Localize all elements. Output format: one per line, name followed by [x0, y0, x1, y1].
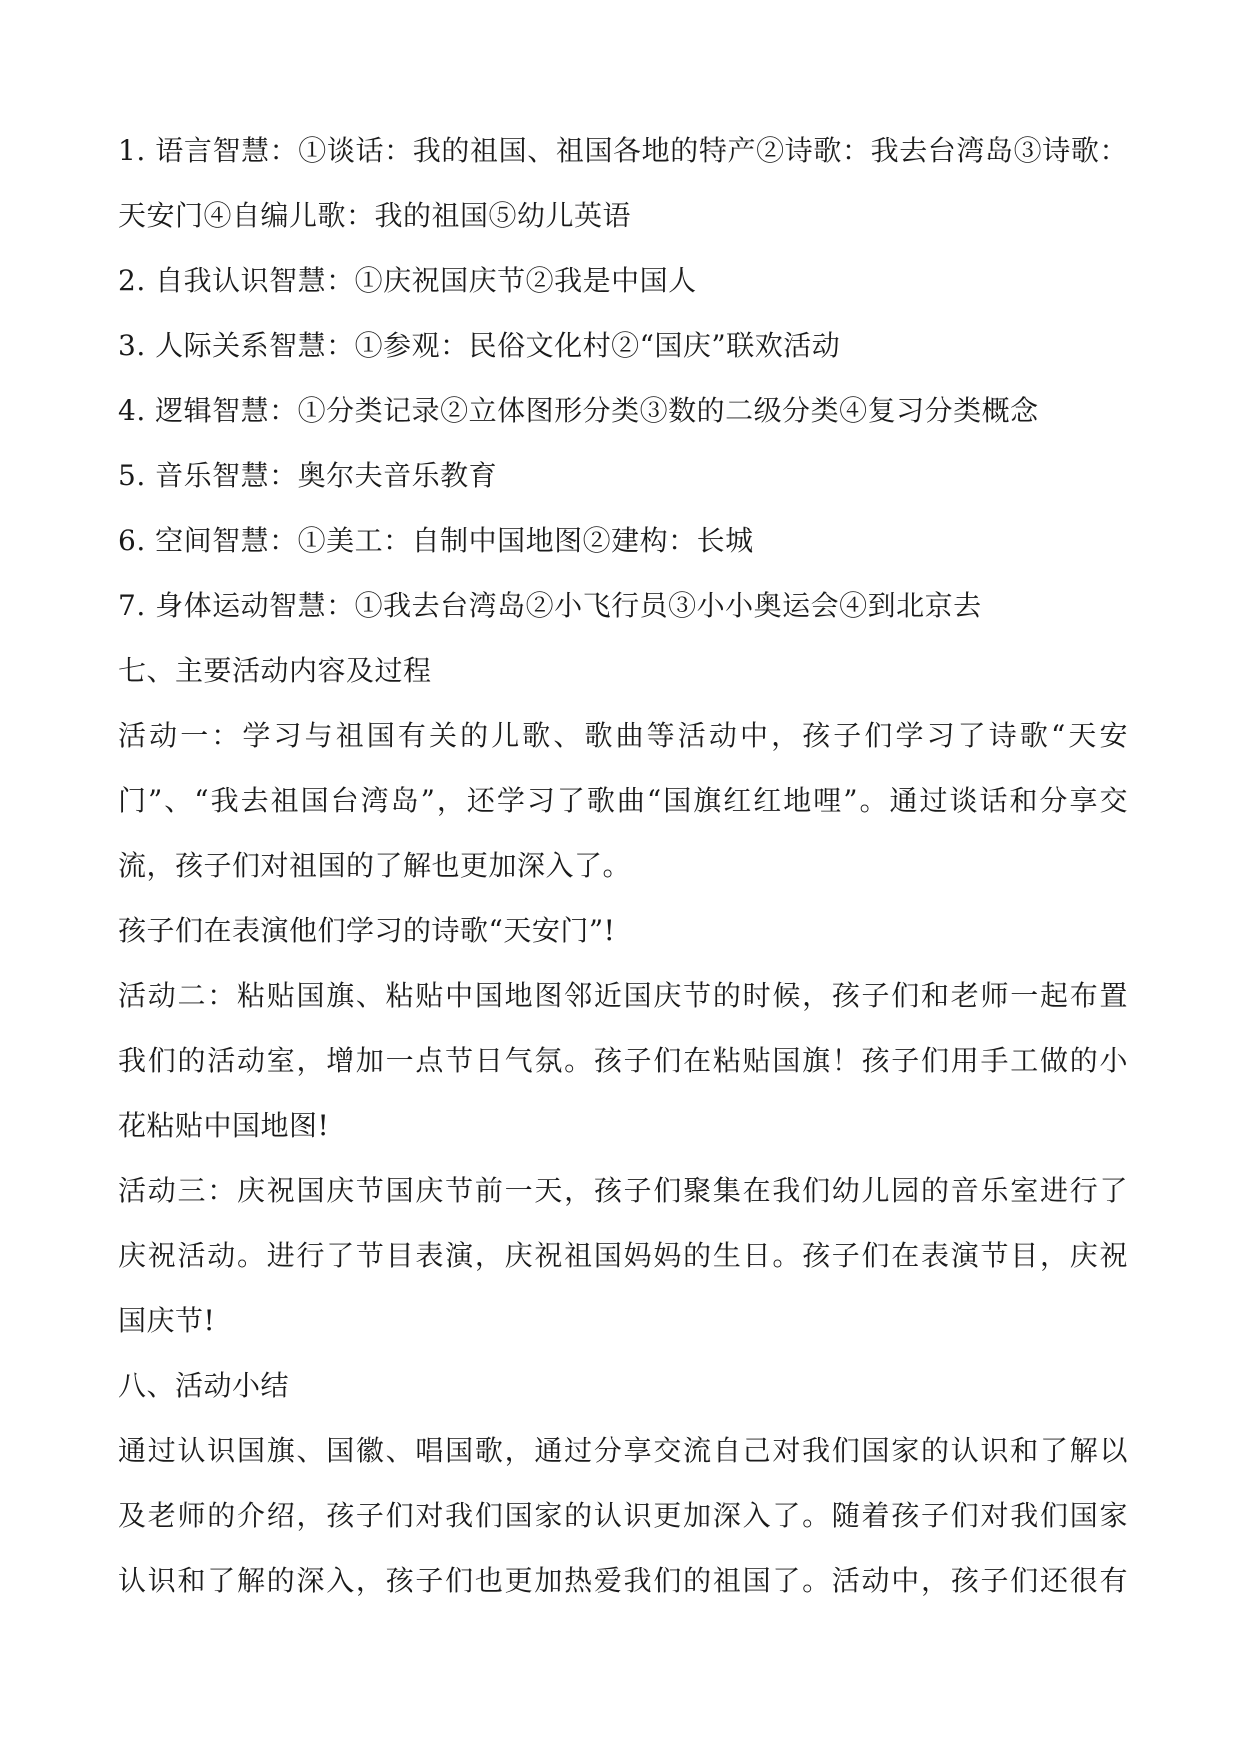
- text-line: 5. 音乐智慧：奥尔夫音乐教育: [118, 459, 498, 492]
- text-line: 我们的活动室，增加一点节日气氛。孩子们在粘贴国旗！孩子们用手工做的小: [118, 1044, 1128, 1077]
- section-heading: 八、活动小结: [118, 1369, 290, 1402]
- text-line: 花粘贴中国地图!: [118, 1109, 330, 1142]
- text-line: 流，孩子们对祖国的了解也更加深入了。: [118, 849, 632, 882]
- text-line: 认识和了解的深入，孩子们也更加热爱我们的祖国了。活动中，孩子们还很有: [118, 1564, 1128, 1597]
- text-line: 2. 自我认识智慧：①庆祝国庆节②我是中国人: [118, 264, 697, 297]
- text-line: 7. 身体运动智慧：①我去台湾岛②小飞行员③小小奥运会④到北京去: [118, 589, 982, 622]
- text-line: 1. 语言智慧：①谈话：我的祖国、祖国各地的特产②诗歌：我去台湾岛③诗歌：: [118, 134, 1128, 167]
- text-line: 3. 人际关系智慧：①参观：民俗文化村②“国庆”联欢活动: [118, 329, 841, 362]
- document-body: [118, 118, 1128, 1613]
- text-line: 庆祝活动。进行了节目表演，庆祝祖国妈妈的生日。孩子们在表演节目，庆祝: [118, 1239, 1128, 1272]
- text-line: 门”、“我去祖国台湾岛”，还学习了歌曲“国旗红红地哩”。通过谈话和分享交: [118, 784, 1128, 817]
- text-line: 孩子们在表演他们学习的诗歌“天安门”!: [118, 914, 616, 947]
- text-line: 天安门④自编儿歌：我的祖国⑤幼儿英语: [118, 199, 632, 232]
- text-line: 国庆节!: [118, 1304, 216, 1337]
- text-line: 6. 空间智慧：①美工：自制中国地图②建构：长城: [118, 524, 754, 557]
- text-line: 活动二：粘贴国旗、粘贴中国地图邻近国庆节的时候，孩子们和老师一起布置: [118, 979, 1128, 1012]
- text-line: 及老师的介绍，孩子们对我们国家的认识更加深入了。随着孩子们对我们国家: [118, 1499, 1128, 1532]
- text-line: 4. 逻辑智慧：①分类记录②立体图形分类③数的二级分类④复习分类概念: [118, 394, 1039, 427]
- text-line: 通过认识国旗、国徽、唱国歌，通过分享交流自己对我们国家的认识和了解以: [118, 1434, 1128, 1467]
- text-line: 活动三：庆祝国庆节国庆节前一天，孩子们聚集在我们幼儿园的音乐室进行了: [118, 1174, 1128, 1207]
- section-heading: 七、主要活动内容及过程: [118, 654, 432, 687]
- text-line: 活动一：学习与祖国有关的儿歌、歌曲等活动中，孩子们学习了诗歌“天安: [118, 719, 1128, 752]
